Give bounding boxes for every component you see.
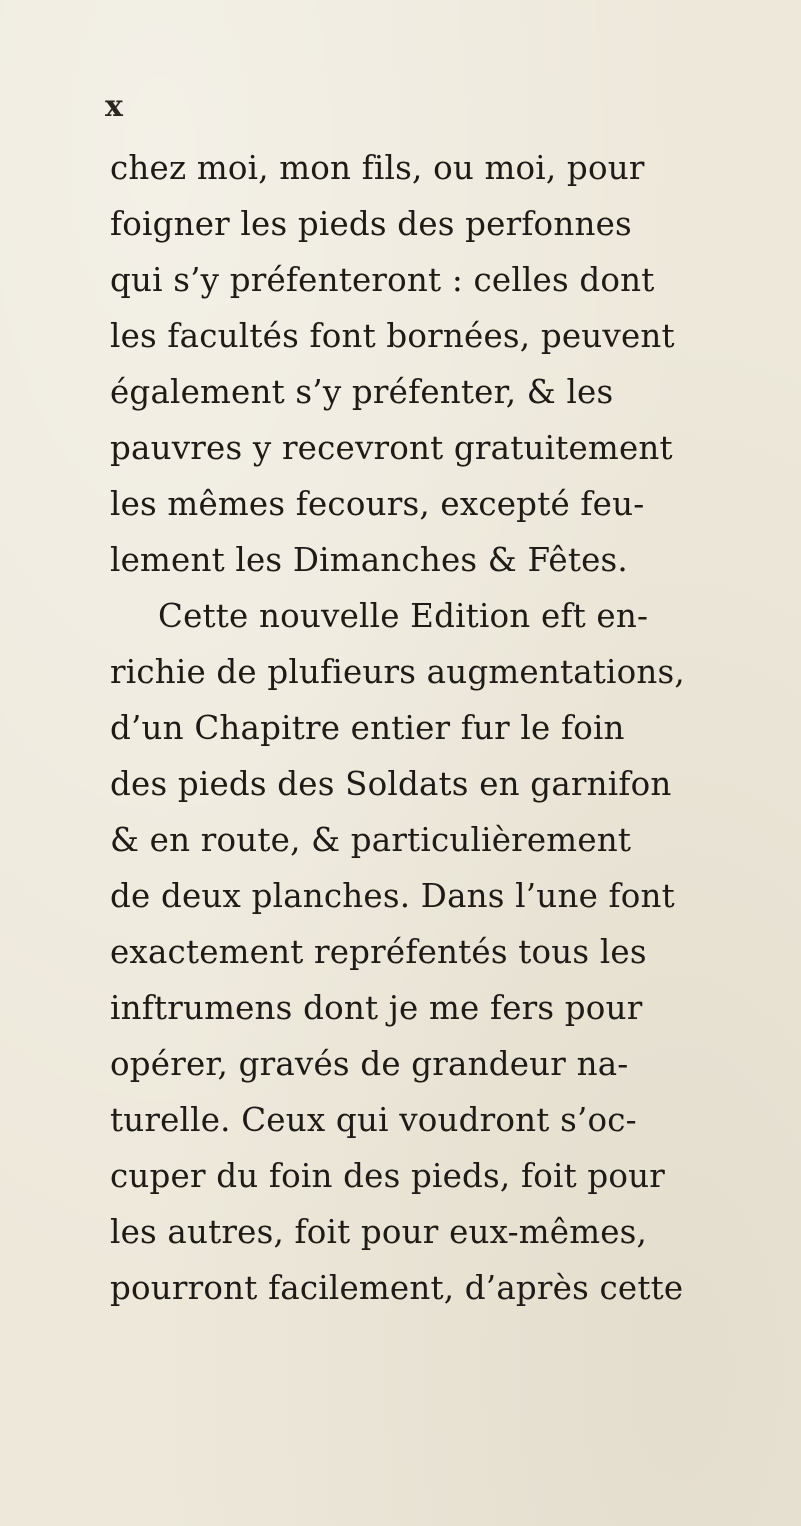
text-line: richie de plufieurs augmentations,	[110, 653, 685, 691]
text-line: les mêmes fecours, excepté feu-	[110, 485, 645, 523]
text-line: exactement repréfentés tous les	[110, 933, 647, 971]
text-line: lement les Dimanches & Fêtes.	[110, 541, 628, 579]
text-line: les facultés font bornées, peuvent	[110, 317, 675, 355]
text-line: pauvres y recevront gratuitement	[110, 429, 673, 467]
text-line: qui s’y préfenteront : celles dont	[110, 261, 655, 299]
text-line: de deux planches. Dans l’une font	[110, 877, 675, 915]
text-line: foigner les pieds des perfonnes	[110, 205, 632, 243]
text-line: opérer, gravés de grandeur na-	[110, 1045, 629, 1083]
text-line: les autres, foit pour eux-mêmes,	[110, 1213, 648, 1251]
text-line: pourront facilement, d’après cette	[110, 1269, 684, 1307]
text-line: d’un Chapitre entier fur le foin	[110, 709, 625, 747]
text-line: des pieds des Soldats en garnifon	[110, 765, 672, 803]
text-line: cuper du foin des pieds, foit pour	[110, 1157, 665, 1195]
text-line: également s’y préfenter, & les	[110, 373, 614, 411]
body-text	[110, 140, 700, 1316]
paragraph-start-line: Cette nouvelle Edition eft en-	[158, 597, 649, 635]
text-line: & en route, & particulièrement	[110, 821, 632, 859]
text-line: chez moi, mon fils, ou moi, pour	[110, 149, 645, 187]
text-line: turelle. Ceux qui voudront s’oc-	[110, 1101, 637, 1139]
signature-mark: x	[105, 89, 123, 124]
text-line: inftrumens dont je me fers pour	[110, 989, 643, 1027]
